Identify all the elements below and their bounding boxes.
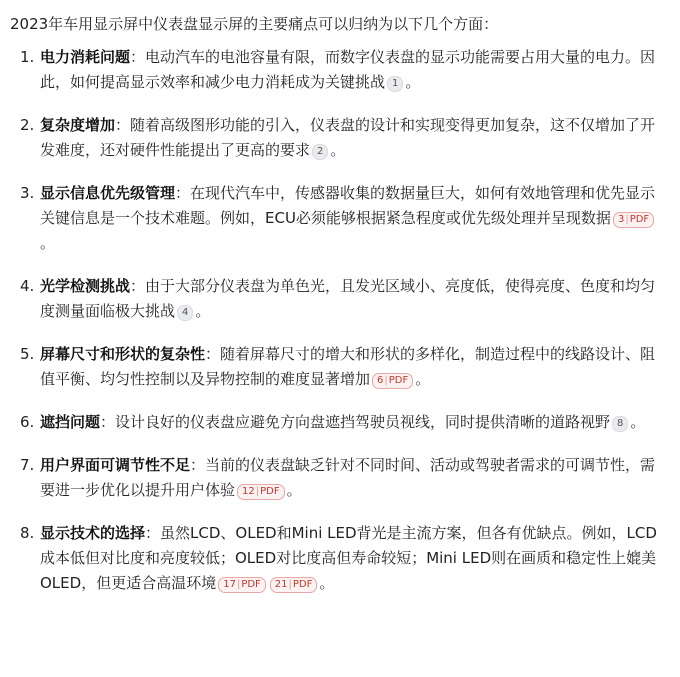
citation-badge[interactable]: 4	[177, 305, 193, 321]
citation-pdf-badge[interactable]: 3|PDF	[613, 212, 654, 228]
item-text: 虽然LCD、OLED和Mini LED背光是主流方案，但各有优缺点。例如，LCD成本低但对比度和亮度较低；OLED对比度高但寿命较短；Mini LED则在画质和稳定性上媲美OLED，但更适合高温环境	[40, 524, 657, 592]
item-number: 8.	[20, 524, 35, 542]
item-number: 7.	[20, 456, 35, 474]
pdf-label: PDF	[388, 375, 409, 386]
item-text: 在现代汽车中，传感器收集的数据量巨大，如何有效地管理和优先显示关键信息是一个技术难题。例如，ECU必须能够根据紧急程度或优先级处理并呈现数据	[40, 184, 656, 227]
list-item: 7. 用户界面可调节性不足：当前的仪表盘缺乏针对不同时间、活动或驾驶者需求的可调节性，需要进一步优化以提升用户体验 12|PDF 。	[10, 453, 668, 503]
item-title: 用户界面可调节性不足	[40, 456, 191, 474]
item-title: 电力消耗问题	[40, 48, 131, 66]
list-item: 8. 显示技术的选择：虽然LCD、OLED和Mini LED背光是主流方案，但各有优缺点。例如，LCD成本低但对比度和亮度较低；OLED对比度高但寿命较短；Mini LED则在画质和稳定性上媲美OLED，但更适合高温环境 17|PDF 21|PDF 。	[10, 521, 668, 596]
list-item: 3. 显示信息优先级管理：在现代汽车中，传感器收集的数据量巨大，如何有效地管理和优先显示关键信息是一个技术难题。例如，ECU必须能够根据紧急程度或优先级处理并呈现数据 3|PDF。	[10, 181, 668, 256]
citation-pdf-badge[interactable]: 12|PDF	[237, 484, 285, 500]
item-title: 屏幕尺寸和形状的复杂性	[40, 345, 206, 363]
item-title: 显示技术的选择	[40, 524, 146, 542]
item-number: 2.	[20, 116, 35, 134]
item-text: 随着高级图形功能的引入，仪表盘的设计和实现变得更加复杂，这不仅增加了开发难度，还对硬件性能提出了更高的要求	[40, 116, 656, 159]
intro-text: 2023年车用显示屏中仪表盘显示屏的主要痛点可以归纳为以下几个方面：	[10, 15, 499, 33]
item-number: 4.	[20, 277, 35, 295]
list-item: 4. 光学检测挑战：由于大部分仪表盘为单色光，且发光区域小、亮度低，使得亮度、色度和均匀度测量面临极大挑战 4 。	[10, 274, 668, 324]
item-title: 光学检测挑战	[40, 277, 131, 295]
item-text: 由于大部分仪表盘为单色光，且发光区域小、亮度低，使得亮度、色度和均匀度测量面临极大挑战	[40, 277, 656, 320]
item-number: 5.	[20, 345, 35, 363]
item-title: 显示信息优先级管理	[40, 184, 176, 202]
citation-badge[interactable]: 8	[612, 416, 628, 432]
item-number: 1.	[20, 48, 35, 66]
pdf-label: PDF	[260, 486, 280, 497]
pain-points-list	[10, 45, 668, 596]
citation-badge[interactable]: 2	[312, 144, 328, 160]
pdf-label: PDF	[292, 579, 313, 590]
item-number: 6.	[20, 413, 35, 431]
citation-badge[interactable]: 1	[387, 76, 403, 92]
item-title: 复杂度增加	[40, 116, 116, 134]
list-item: 1. 电力消耗问题：电动汽车的电池容量有限，而数字仪表盘的显示功能需要占用大量的电力。因此，如何提高显示效率和减少电力消耗成为关键挑战 1 。	[10, 45, 668, 95]
pdf-label: PDF	[241, 579, 261, 590]
list-item: 6. 遮挡问题：设计良好的仪表盘应避免方向盘遮挡驾驶员视线，同时提供清晰的道路视野 8 。	[10, 410, 668, 435]
item-text: 随着屏幕尺寸的增大和形状的多样化，制造过程中的线路设计、阻值平衡、均匀性控制以及异物控制的难度显著增加	[40, 345, 656, 388]
list-item: 2. 复杂度增加：随着高级图形功能的引入，仪表盘的设计和实现变得更加复杂，这不仅增加了开发难度，还对硬件性能提出了更高的要求 2 。	[10, 113, 668, 163]
pdf-label: PDF	[629, 214, 650, 225]
item-title: 遮挡问题	[40, 413, 101, 431]
item-text: 电动汽车的电池容量有限，而数字仪表盘的显示功能需要占用大量的电力。因此，如何提高显示效率和减少电力消耗成为关键挑战	[40, 48, 656, 91]
citation-pdf-badge[interactable]: 17|PDF	[218, 577, 266, 593]
item-text: 设计良好的仪表盘应避免方向盘遮挡驾驶员视线，同时提供清晰的道路视野	[115, 413, 611, 431]
item-text: 当前的仪表盘缺乏针对不同时间、活动或驾驶者需求的可调节性，需要进一步优化以提升用户体验	[40, 456, 656, 499]
citation-pdf-badge[interactable]: 21|PDF	[270, 577, 318, 593]
citation-pdf-badge[interactable]: 6|PDF	[372, 373, 413, 389]
list-item: 5. 屏幕尺寸和形状的复杂性：随着屏幕尺寸的增大和形状的多样化，制造过程中的线路设计、阻值平衡、均匀性控制以及异物控制的难度显著增加 6|PDF 。	[10, 342, 668, 392]
item-number: 3.	[20, 184, 35, 202]
